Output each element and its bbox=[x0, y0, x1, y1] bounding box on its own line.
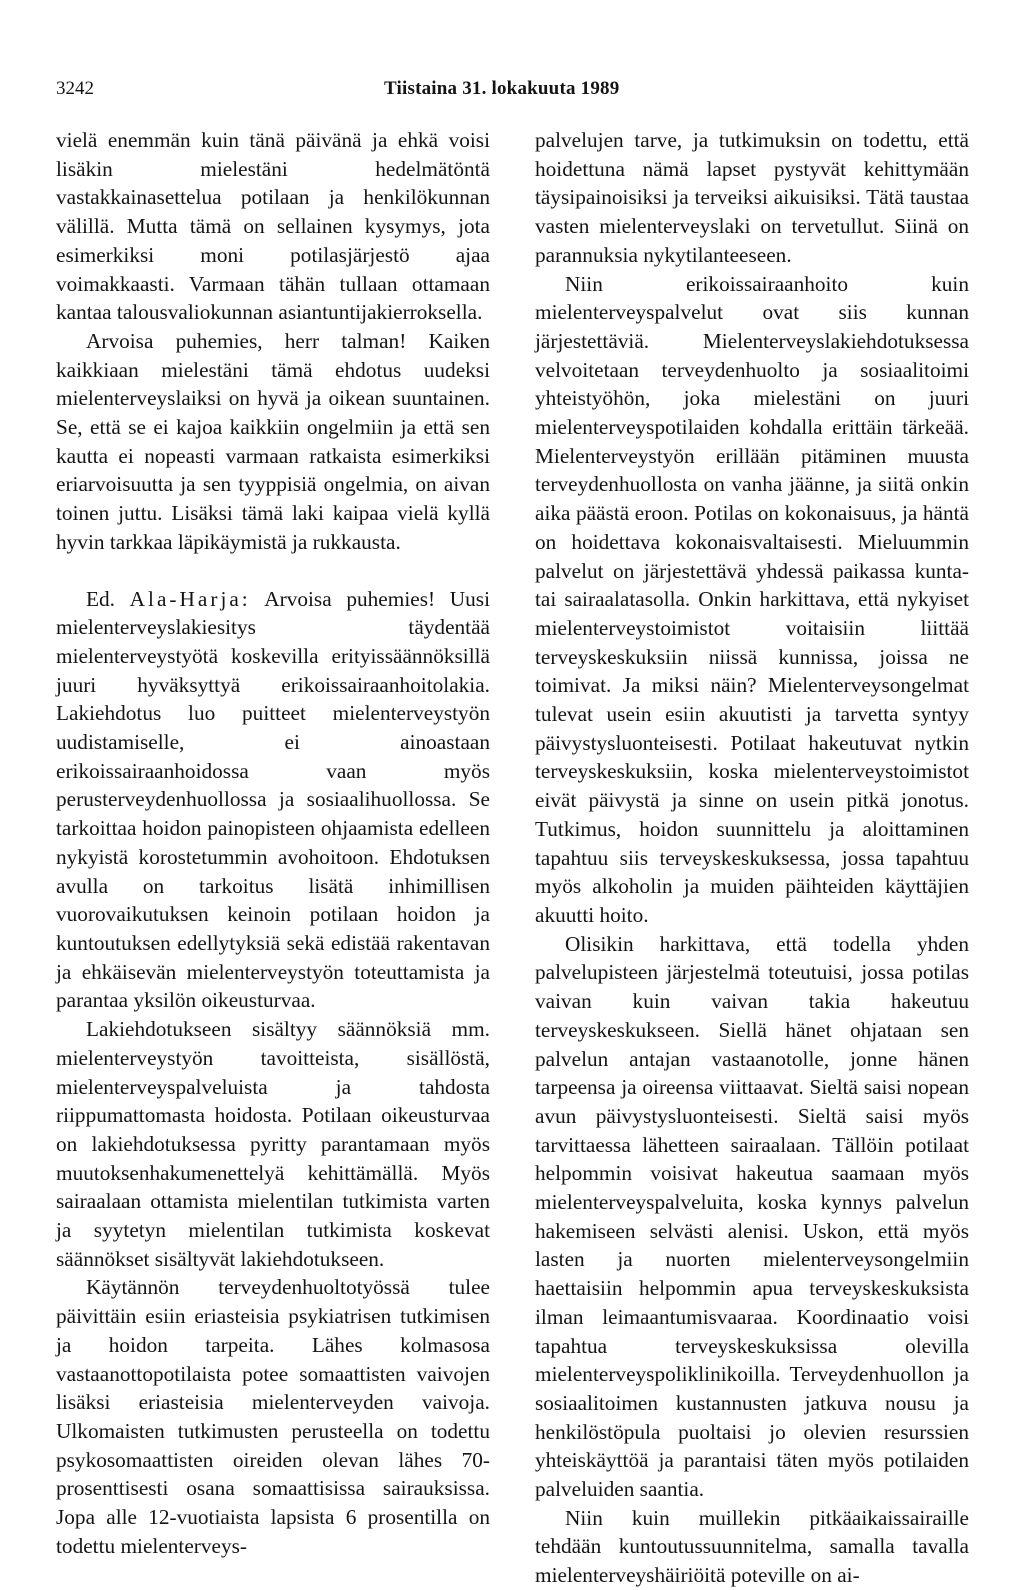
page-number: 3242 bbox=[56, 78, 94, 99]
paragraph: Käytännön terveydenhuoltotyössä tulee päivittäin esiin eriasteisia psykiatrisen tutkimisen ja hoidon tarpeita. Lähes kolmasosa vastaanottopotilaista potee somaattisten vaivojen lisäksi eriasteisia mielenterveyden vaivoja. Ulkomaisten tutkimusten perusteella on todettu psykosomaattisten oireiden olevan lähes 70-prosenttisesti osana somaattisissa sairauksissa. Jopa alle 12-vuotiaista lapsista 6 prosentilla on todettu mielenterveys- bbox=[56, 1275, 490, 1558]
paragraph: Arvoisa puhemies, herr talman! Kaiken kaikkiaan mielestäni tämä ehdotus uudeksi mielenterveyslaiksi on hyvä ja oikean suuntainen. Se, että se ei kajoa kaikkiin ongelmiin ja että sen kautta ei nopeasti varmaan ratkaista esimerkiksi eriarvoisuutta ja sen tyyppisiä ongelmia, on aivan toinen juttu. Lisäksi tämä laki kaipaa vielä kyllä hyvin tarkkaa läpikäymistä ja rukkausta. bbox=[56, 328, 490, 554]
paragraph: vielä enemmän kuin tänä päivänä ja ehkä voisi lisäkin mielestäni hedelmätöntä vastakkainasettelua potilaan ja henkilökunnan välillä. Mutta tämä on sellainen kysymys, jota esimerkiksi moni potilasjärjestö ajaa voimakkaasti. Varmaan tähän tullaan ottamaan kantaa talousvaliokunnan asiantuntijakierroksella. bbox=[56, 128, 490, 325]
paragraph: Niin kuin muillekin pitkäaikaissairaille tehdään kuntoutussuunnitelma, samalla tavalla mielenterveyshäiriöitä poteville on ai- bbox=[535, 1505, 969, 1588]
page-header bbox=[56, 78, 968, 108]
paragraph: palvelujen tarve, ja tutkimuksin on todettu, että hoidettuna nämä lapset pystyvät kehittymään täysipainoisiksi ja terveiksi aikuisiksi. Tätä taustaa vasten mielenterveyslaki on tervetullut. Siinä on parannuksia nykytilanteeseen. bbox=[535, 128, 969, 267]
speaker-prefix: Ed. bbox=[86, 586, 115, 611]
speech-text: Arvoisa puhemies! Uusi mielenterveyslakiesitys täydentää mielenterveystyötä koskevilla erityissäännöksillä juuri hyväksyttyä erikoissairaanhoitolakia. Lakiehdotus luo puitteet mielenterveystyön uudistamiselle, ei ainoastaan erikoissairaanhoidossa vaan myös perusterveydenhuollossa ja sosiaalihuollossa. Se tarkoittaa hoidon painopisteen ohjaamista edelleen nykyistä korostetummin avohoitoon. Ehdotuksen avulla on tarkoitus lisätä inhimillisen vuorovaikutuksen keinoin potilaan hoidon ja kuntoutuksen edellytyksiä sekä edistää rakentavan ja ehkäisevän mielenterveystyön toteuttamista ja parantaa yksilön oikeusturvaa. bbox=[56, 586, 490, 1013]
right-column bbox=[535, 126, 969, 1590]
paragraph: Olisikin harkittava, että todella yhden palvelupisteen järjestelmä toteutuisi, jossa potilas vaivan kuin vaivan takia hakeutuu terveyskeskukseen. Siellä hänet ohjataan sen palvelun antajan vastaanotolle, jonne hänen tarpeensa ja oireensa viittaavat. Sieltä saisi nopean avun päivystysluonteisesti. Sieltä saisi myös tarvittaessa lähetteen sairaalaan. Tällöin potilaat helpommin voisivat hakeutua saamaan myös mielenterveyspalveluita, koska kynnys palvelun hakemiseen selvästi alenisi. Uskon, että myös lasten ja nuorten mielenterveysongelmiin haettaisiin helpommin apua terveyskeskuksista ilman leimaantumisvaaraa. Koordinaatio voisi tapahtua terveyskeskuksissa olevilla mielenterveyspoliklinikoilla. Terveydenhuollon ja sosiaalitoimen kustannusten jatkuva nousu ja henkilöstöpula puoltaisi jo olevien resurssien yhteiskäyttöä ja parantaisi täten myös potilaiden palveluiden saantia. bbox=[535, 931, 969, 1502]
left-column bbox=[56, 126, 490, 1560]
paragraph: Lakiehdotukseen sisältyy säännöksiä mm. mielenterveystyön tavoitteista, sisällöstä, mielenterveyspalveluista ja tahdosta riippumattomasta hoidosta. Potilaan oikeusturvaa on lakiehdotuksessa pyritty parantamaan myös muutoksenhakumenettelyä kehittämällä. Myös sairaalaan ottamista mielentilan tutkimista varten ja syytetyn mielentilan tutkimista koskevat säännökset sisältyvät lakiehdotukseen. bbox=[56, 1017, 490, 1271]
speaker-name: Ala-Harja: bbox=[129, 586, 251, 611]
speech-paragraph bbox=[56, 585, 490, 1016]
paragraph: Niin erikoissairaanhoito kuin mielenterveyspalvelut ovat siis kunnan järjestettäviä. Mielenterveyslakiehdotuksessa velvoitetaan terveydenhuolto ja sosiaalitoimi yhteistyöhön, joka mielestäni on juuri mielenterveyspotilaiden kohdalla erittäin tärkeää. Mielenterveystyön erillään pitäminen muusta terveydenhuollosta on vanha jäänne, ja siitä onkin aika päästä eroon. Potilas on kokonaisuus, ja häntä on hoidettava kokonaisvaltaisesti. Mieluummin palvelut on järjestettävä yhdessä paikassa kunta- tai sairaalatasolla. Onkin harkittava, että nykyiset mielenterveystoimistot voitaisiin liittää terveyskeskuksiin niissä kunnissa, joissa ne toimivat. Ja miksi näin? Mielenterveysongelmat tulevat usein esiin akuutisti ja tarvetta syntyy päivystysluonteisesti. Potilaat hakeutuvat nytkin terveyskeskuksiin, koska mielenterveystoimistot eivät päivystä ja sinne on usein pitkä jonotus. Tutkimus, hoidon suunnittelu ja aloittaminen tapahtuu siis terveyskeskuksessa, jossa tapahtuu myös alkoholin ja muiden päihteiden käyttäjien akuutti hoito. bbox=[535, 271, 969, 927]
session-date: Tiistaina 31. lokakuuta 1989 bbox=[384, 78, 620, 99]
